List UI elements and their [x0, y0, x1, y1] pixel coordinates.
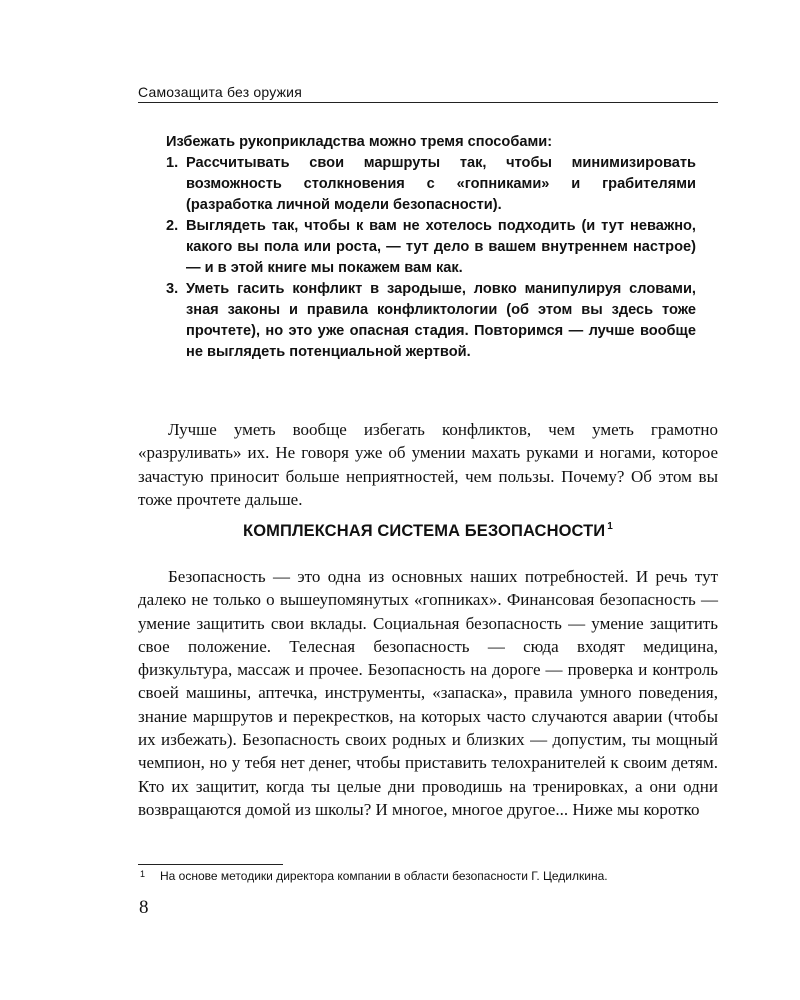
footnote-mark: 1 — [140, 869, 146, 879]
paragraph-security: Безопасность — это одна из основных наших потребностей. И речь тут далеко не только о вышеупомянутых «гопниках». Финансовая безопасность — умение защитить свои вклады. Социальная безопасность — умение защитить свое положение. Телесная безопасность — сюда входят медицина, физкультура, массаж и прочее. Безопасность на дороге — проверка и контроль своей машины, аптечка, инструменты, «запаска», правила умного поведения, знание маршрутов и перекрестков, на которых часто случаются аварии (чтобы их избежать). Безопасность своих родных и близких — допустим, ты мощный чемпион, но у тебя нет денег, чтобы приставить телохранителей к своим детям. Кто их защитит, когда ты целые дни проводишь на тренировках, а они одни возвращаются домой из школы? И многое, многое другое... Ниже мы коротко — [138, 567, 718, 819]
section-title-text: КОМПЛЕКСНАЯ СИСТЕМА БЕЗОПАСНОСТИ — [243, 522, 606, 540]
header-divider — [138, 102, 718, 103]
footnote-reference: 1 — [607, 521, 613, 532]
list-item-number: 3. — [166, 281, 179, 297]
page-number: 8 — [139, 897, 149, 918]
list-item-text: Выглядеть так, чтобы к вам не хотелось подходить (и тут неважно, какого вы пола или роста, — тут дело в вашем внутреннем настрое) — и в этой книге мы покажем вам как. — [186, 218, 696, 276]
section-title — [138, 521, 718, 541]
methods-list — [166, 153, 696, 363]
list-item — [166, 216, 696, 279]
methods-block — [166, 132, 696, 363]
list-item — [166, 279, 696, 363]
list-item-text: Рассчитывать свои маршруты так, чтобы минимизировать возможность столкновения с «гопниками» и грабителями (разработка личной модели безопасности). — [186, 155, 696, 213]
methods-intro: Избежать рукоприкладства можно тремя способами: — [166, 134, 553, 150]
paragraph-conflicts: Лучше уметь вообще избегать конфликтов, чем уметь грамотно «разруливать» их. Не говоря уже об умении махать руками и ногами, которое зачастую приносит больше неприятностей, чем пользы. Почему? Об этом вы тоже прочтете дальше. — [138, 420, 718, 509]
running-header: Самозащита без оружия — [138, 84, 302, 100]
list-item-number: 2. — [166, 218, 179, 234]
footnote-divider — [138, 864, 283, 865]
list-item — [166, 153, 696, 216]
footnote-text: На основе методики директора компании в области безопасности Г. Цедилкина. — [160, 869, 608, 883]
list-item-number: 1. — [166, 155, 179, 171]
footnote — [138, 866, 728, 884]
list-item-text: Уметь гасить конфликт в зародыше, ловко манипулируя словами, зная законы и правила конфликтологии (об этом вы здесь тоже прочтете), но это уже опасная стадия. Повторимся — лучше вообще не выглядеть потенциальной жертвой. — [186, 281, 696, 360]
